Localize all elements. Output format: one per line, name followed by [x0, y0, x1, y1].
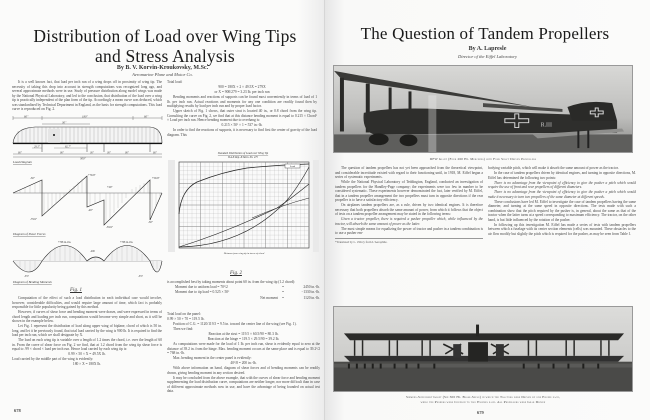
paragraph: It is a well known fact, that load per inch run of a wing drops off in proximity of wing tip. The necessity of taking this drop into account in strength computations was recognized long ago, and several approximate methods were in use. Study of pressure distribution along model wings was made by the National Physical Laboratory, and led to the conclusion, that distribution of the load over a wing tip is practically independent of the plan form of the tip. Accordingly a mean curve was deduced, which was standardized by Technical Department in England, as the basis for strength computations. This load curve is reproduced on Fig. 2.: [12, 80, 162, 111]
paragraph: Load carried by the middle part of the wing is evidently:: [12, 357, 94, 361]
equation: 900 = 180X + 2 × 49.5X = 279X: [218, 85, 266, 89]
right-page: [325, 0, 650, 420]
equation: 180 × X = 180X lb.: [72, 362, 102, 366]
photo-siemens-schuckert-giant-aircraft: [333, 306, 633, 392]
svg-text:+79.9": +79.9": [88, 174, 96, 177]
svg-text:Standard Distribution of Load: Standard Distribution of Load over Wing Tip: [217, 152, 269, 155]
svg-text:60": 60": [24, 115, 29, 119]
paragraph: With above information on hand, diagram of shear forces and of bending moments can be readily drawn, giving bending moment in any section desired.: [167, 366, 320, 375]
left-col2-bottom: [167, 312, 320, 407]
svg-text:29.5": 29.5": [34, 145, 41, 149]
paragraph: Then we find:: [173, 327, 194, 331]
paragraph-italic: Given a tractor propeller, there is required a pusher propeller which, while influenced by the tractor, will absorb the same amount of power as the latter.: [335, 217, 483, 226]
paragraph: The most simple means for equalizing the power of tractor and pusher in a tandem combination is to use a pusher em-: [335, 226, 483, 235]
paragraph: Max. bending moment in the center panel is evidently:: [173, 356, 252, 360]
paragraph: Position of C.G. = 1120/119.5 = 9.5 in. toward the center line of the wing (see Fig. 1).: [173, 322, 297, 326]
svg-text:Diagram of Shear Forces: Diagram of Shear Forces: [13, 232, 46, 236]
title-line-1: Distribution of Load over Wing Tips: [33, 26, 297, 46]
svg-text:Diagram of Bending Moments: Diagram of Bending Moments: [13, 280, 52, 284]
svg-text:60": 60": [144, 115, 149, 119]
paragraph-italic: There is no advantage from the viewpoint of efficiency to give the pusher a pitch which would require the use of front and rear propellers of different diameters.: [488, 180, 636, 189]
page-number-left: 678: [14, 408, 21, 413]
svg-text:300": 300": [80, 156, 86, 161]
paragraph: is accomplished best by taking moments about point 60 in. from the wing tip (1.2 chord):: [167, 280, 296, 284]
equation: 40²/8 = 200 in.-lb.: [230, 361, 257, 365]
byline-right: By A. Lapresle: [468, 46, 507, 52]
svg-text:Distance from wing tip in term: Distance from wing tip in terms of chord: [223, 252, 265, 255]
equation: 0.215 × 50² × 1 = 537 in.-lb.: [221, 123, 263, 127]
svg-text:+708 in.-lbs.: +708 in.-lbs.: [120, 241, 134, 244]
svg-text:Load: Load: [289, 165, 296, 169]
svg-text:-59.9": -59.9": [106, 226, 113, 229]
svg-text:30": 30": [62, 120, 67, 125]
equation: Reaction at the hinge = 119.5 × 29.5/90 = 39.2 lb.: [207, 337, 280, 341]
affiliation-left: Aeromarine Plane and Motor Co.: [132, 72, 193, 77]
svg-text:-20": -20": [88, 209, 93, 212]
figure-2-caption: Fig. 2: [230, 271, 242, 276]
article-title-left: [20, 26, 310, 66]
left-col2-mid: [167, 280, 320, 312]
right-col2: [488, 166, 636, 272]
paragraph-italic: There is no advantage from the viewpoint of efficiency to give the pusher a pitch which would make it necessary to turn two propellers of the same diameter at different speeds.: [488, 190, 636, 199]
moment-row: Moment due to tip load = 0.525 × 50² = −1330 in.-lb.: [175, 289, 320, 294]
photo-2-caption: [333, 395, 633, 404]
equation: Reaction at the strut = 119.5 × 60.5/90 = 80.3 lb.: [208, 332, 279, 336]
left-col1-body: [12, 296, 162, 406]
byline-left: By B. V. Korvin-Kroukovsky, M.Sc.: [116, 65, 209, 71]
svg-text:90": 90": [60, 151, 64, 155]
svg-text:-537: -537: [138, 275, 143, 278]
figure-1-drawing: [10, 115, 165, 290]
equation: or X = 900/279 = 3.23 lb. per inch run: [214, 90, 270, 94]
article-title-right: The Question of Tandem Propellers: [360, 24, 610, 43]
svg-text:+59.9": +59.9": [152, 177, 160, 180]
paragraph: Total load on the panel:: [167, 312, 201, 316]
caption-line-1: Siemens-Schuckert Giant (Six 300 Hp. Basse-Selve) in which the Tractors were Driven by one Engine each,: [405, 395, 561, 399]
figure-1-caption: Fig. 1: [70, 288, 82, 293]
svg-text:+708 in.-lbs.: +708 in.-lbs.: [58, 241, 72, 244]
svg-text:30": 30": [107, 151, 111, 155]
photo-1-caption: DFW Giant (Four 260 Hp. Mercedes) with Four Shaft Driven Propellers: [429, 157, 537, 161]
caption-line-2: while the Pushers were Coupled to two Engines each. All Propellers were Gear Driven: [420, 399, 546, 404]
paragraph: The load on each wing tip is variable over a length of 1.2 times the chord, i.e. over the length of 60 in. From the curve of shear force on Fig. 2 we find, that at 1.2 chord from the wing tip shear force is equal to .99 × chord × load per inch run. Hence load carried by each wing tip is:: [12, 338, 162, 351]
paragraph: Bending moments and reactions of supports can be found most conveniently in terms of load of 1 lb. per inch run. Actual reactions and moments for any one condition are readily found then by multiplying results by load per inch run and by proper load factor.: [167, 95, 317, 108]
paragraph: In the case of tandem propellers driven by identical engines, and turning in opposite directions, M. Eiffel has determined the following two points:: [488, 171, 636, 180]
paragraph: It may be concluded from the above example, that with the curves of shear force and bending moment supplementing the load distribution curve, computations are neither longer, nor more difficult than in case of different approximate methods now in use, and have the advantage of being founded on actual test data.: [167, 375, 320, 393]
left-col2-top: [167, 80, 317, 138]
paragraph: Let Fig. 1 represent the distribution of load along upper wing of biplane, chord of which is 50 in. long, and let it be previously found, that total load carried by the wing is 900 lb. It is required to find the load per inch run, which we shall designate by X.: [12, 324, 162, 337]
paragraph: Upper sketch of Fig. 1 shows, that outer strut is located 40 in., or 0.8 chord from the wing tip. Consulting the curve on Fig. 2, we find that at this distance bending moment is equal to 0.215 × Chord² × Load per inch run. Hence bending moment due to overhang is:: [167, 109, 317, 122]
equation: 0.99 × 50 + 70 = 119.5 lb.: [167, 317, 205, 321]
paragraph: In order to find the reactions of supports, it is necessary to find first the center of gravity of the load diagram. This: [167, 128, 317, 137]
svg-text:180": 180": [82, 115, 88, 119]
svg-text:-200: -200: [90, 250, 95, 253]
svg-text:-30": -30": [148, 221, 153, 224]
svg-text:-537: -537: [24, 275, 29, 278]
equation: 0.99 × 50 × X = 49.5X lb.: [68, 352, 106, 356]
svg-text:82.7": 82.7": [65, 145, 72, 149]
paragraph: In following up this investigation M. Eiffel has made a series of tests with tandem propellers between which a fuselage with its center section elements (cells) was mounted. These obstacles to the air flow modify but slightly the pitch which is required for the pusher, as may be seen from Table I.: [488, 222, 636, 236]
affiliation-right: Director of the Eiffel Laboratory: [457, 54, 518, 59]
paragraph: These conclusions have led M. Eiffel to investigate the case of tandem propellers having the same diameter, and turning at the same speed in opposite directions. The tests made with such a combination show that the pitch required by the pusher is, in general, about the same as that of the tractor when the latter turns at a speed corresponding to maximum efficiency. The tractor, on the other hand, is but little influenced by the rotation of the pusher.: [488, 199, 636, 222]
svg-text:60": 60": [153, 151, 157, 155]
figure-1-load-shear-moment-diagrams: [10, 115, 165, 290]
figure-2-load-distribution-chart: [167, 150, 320, 268]
paragraph: The question of tandem propellers has not yet been approached from the theoretical viewpoint, and considerable incertitude existed with regard to their functioning until, in 1918, M. Eiffel began a series of systematic experiments.: [335, 166, 483, 179]
label: Total load:: [167, 80, 183, 84]
right-col1: [335, 166, 483, 272]
svg-text:+20": +20": [107, 186, 113, 189]
svg-text:60": 60": [18, 151, 22, 155]
paragraph: As computations were made for the load of 1 lb. per inch run, shear is evidently equal to zero at the distance of 39.2 in. from the hinge. Max. bending moment occurs at the same place and is equal to 39.2²/2 = 768 in.-lb.: [167, 342, 320, 355]
photo-dfw-giant-aircraft: [333, 65, 633, 153]
svg-text:B.A.P. Rep. & Mem. No. 475: B.A.P. Rep. & Mem. No. 475: [228, 156, 258, 159]
svg-text:-79.9": -79.9": [30, 218, 37, 221]
svg-text:R.III: R.III: [540, 122, 553, 129]
paragraph: On airplanes tandem propellers are, as a rule, driven by two identical engines. It is therefore necessary that both propellers absorb the same amount of power, from which it follows that the object of tests on a tandem propeller arrangement may be stated in the following terms:: [335, 203, 483, 216]
figure-2-drawing: [167, 150, 320, 268]
paragraph: Computation of the effect of such a load distribution in each individual case would involve, however, considerable difficulties, and would require large amount of time, which fact is probably responsible for little popularity being gained by this method.: [12, 296, 162, 309]
title-line-2: and Stress Analysis: [95, 46, 235, 66]
aircraft-photo-2: [334, 307, 632, 391]
page-number-right: 679: [477, 410, 484, 415]
svg-text:90": 90": [125, 151, 129, 155]
left-col1-intro: [12, 80, 162, 114]
paragraph: bodying variable pitch, which will make it absorb the same amount of power as the tractor.: [488, 166, 619, 170]
svg-text:Load Diagram: Load Diagram: [13, 160, 32, 164]
svg-text:-30": -30": [30, 177, 35, 180]
net-moment-row: Net moment = 1120 in.-lb.: [260, 296, 320, 300]
aircraft-photo-1: [334, 66, 632, 152]
paragraph: However, if curves of shear force and bending moment were drawn, and were expressed in terms of chord length and loading per inch run, computations would become very simple and short, as it will be shown in the example below.: [12, 310, 162, 323]
moment-row: Moment due to uniform load = 70²/2 = 2450 in.-lb.: [175, 285, 320, 289]
svg-text:30": 30": [90, 151, 94, 155]
paragraph: While the National Physical Laboratory of Teddington, England, conducted an investigation of tandem propellers for the Handley-Page company; the experiments were too few in number to be considered systematic. These experiments however demonstrated the fact, later verified by M. Eiffel, that in a tandem propeller arrangement the two propellers must turn in opposite directions if the rear propeller is to have a satisfactory efficiency.: [335, 180, 483, 202]
footnote: *Translated by L. d'Orcy from L'Aerophile.: [335, 238, 483, 245]
